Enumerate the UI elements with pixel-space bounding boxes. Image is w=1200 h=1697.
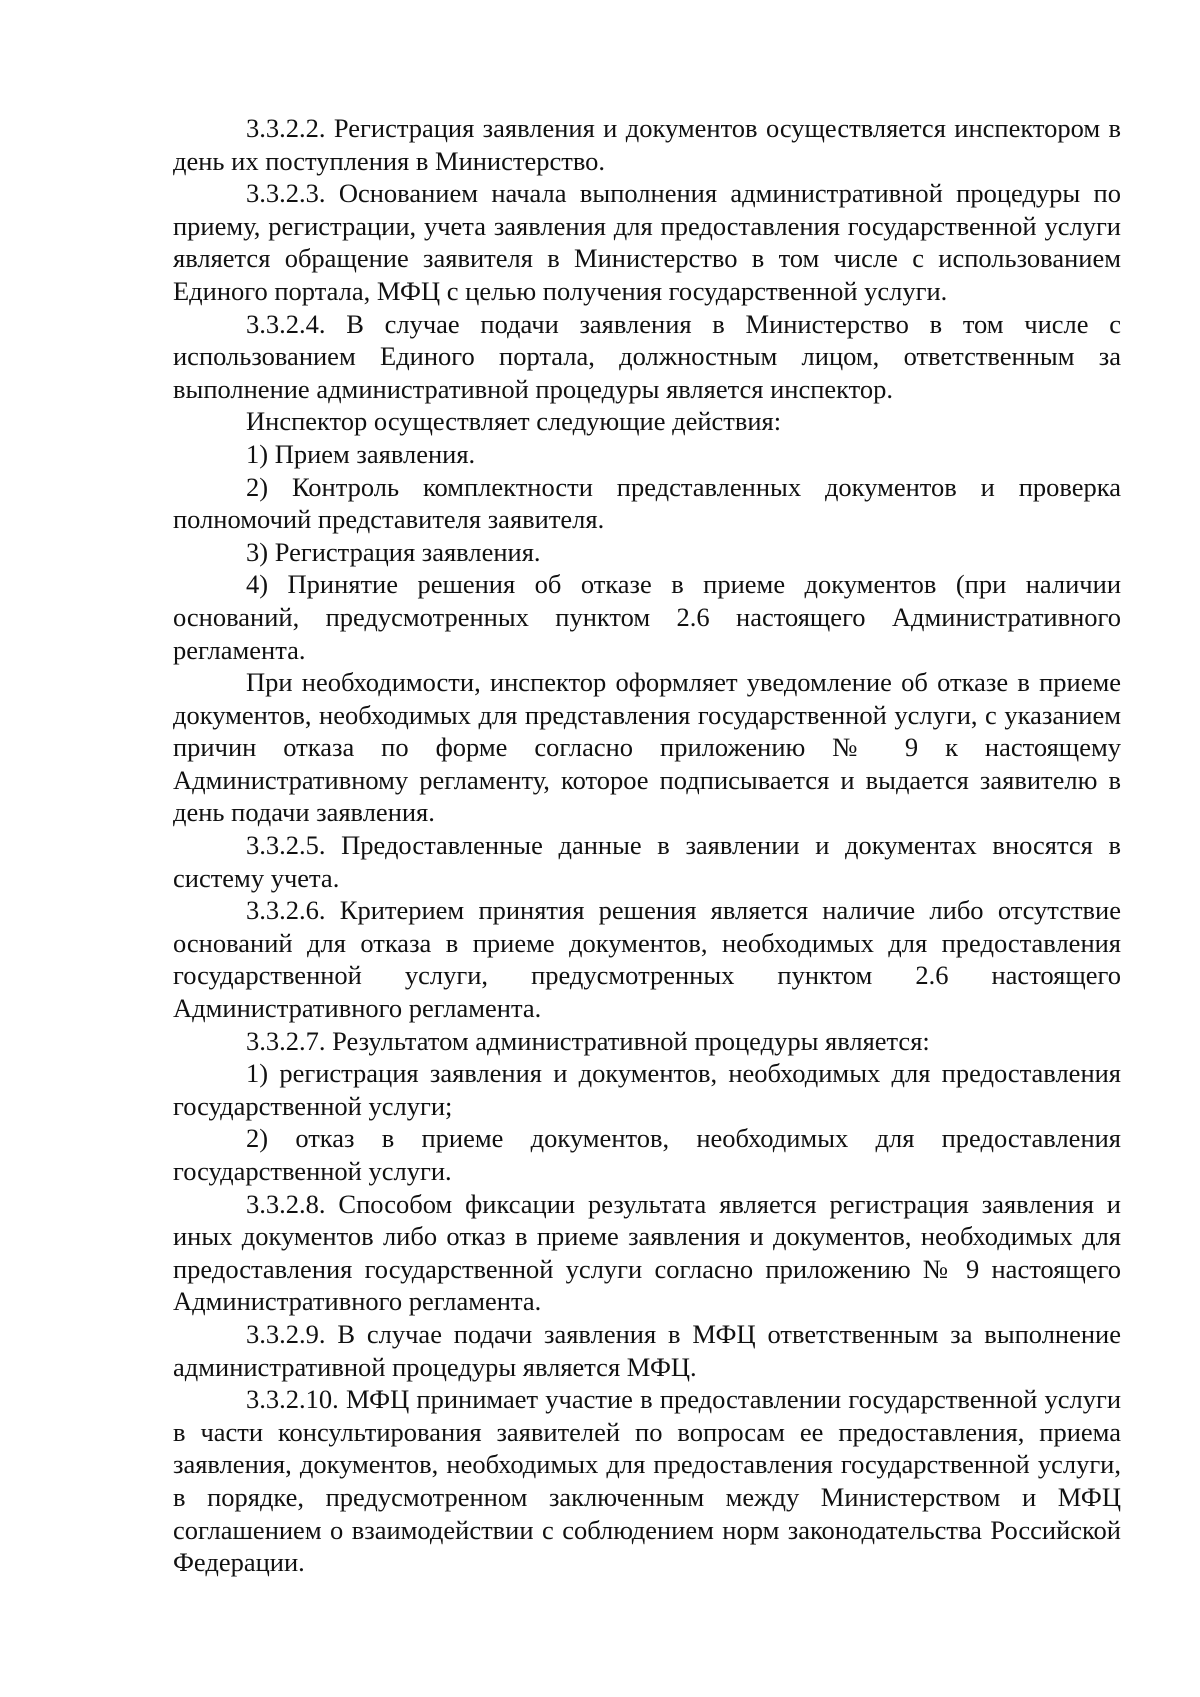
paragraph-3-3-2-7: 3.3.2.7. Результатом административной процедуры является: (246, 1025, 930, 1056)
result-item-1: 1) регистрация заявления и документов, необходимых для предоставления государственной услуги; (173, 1058, 1121, 1121)
paragraph-3-3-2-8: 3.3.2.8. Способом фиксации результата является регистрация заявления и иных документов либо отказ в приеме заявления и документов, необходимых для предоставления государственной услуги согласно приложению № 9 настоящего Административного регламента. (173, 1188, 1121, 1317)
paragraph-inspector-actions: Инспектор осуществляет следующие действия: (246, 406, 782, 437)
paragraph-refusal-notice: При необходимости, инспектор оформляет уведомление об отказе в приеме документов, необходимых для представления государственной услуги, с указанием причин отказа по форме согласно приложению № 9 к настоящему Административному регламенту, которое подписывается и выдается заявителю в день подачи заявления. (173, 667, 1121, 828)
paragraph-3-3-2-10: 3.3.2.10. МФЦ принимает участие в предоставлении государственной услуги в части консультирования заявителей по вопросам ее предоставления, приема заявления, документов, необходимых для предоставления государственной услуги, в порядке, предусмотренном заключенным между Министерством и МФЦ соглашением о взаимодействии с соблюдением норм законодательства Российской Федерации. (173, 1384, 1121, 1578)
paragraph-3-3-2-6: 3.3.2.6. Критерием принятия решения является наличие либо отсутствие оснований для отказа в приеме документов, необходимых для предоставления государственной услуги, предусмотренных пунктом 2.6 настоящего Административного регламента. (173, 895, 1121, 1024)
paragraph-3-3-2-3: 3.3.2.3. Основанием начала выполнения административной процедуры по приему, регистрации, учета заявления для предоставления государственной услуги является обращение заявителя в Министерство в том числе с использованием Единого портала, МФЦ с целью получения государственной услуги. (173, 178, 1121, 306)
list-item-3: 3) Регистрация заявления. (246, 536, 541, 567)
result-item-2: 2) отказ в приеме документов, необходимых для предоставления государственной услуги. (173, 1123, 1121, 1186)
list-item-1: 1) Прием заявления. (246, 438, 476, 469)
paragraph-3-3-2-5: 3.3.2.5. Предоставленные данные в заявлении и документах вносятся в систему учета. (173, 830, 1121, 893)
list-item-2: 2) Контроль комплектности представленных документов и проверка полномочий представителя заявителя. (173, 471, 1121, 535)
paragraph-3-3-2-9: 3.3.2.9. В случае подачи заявления в МФЦ ответственным за выполнение административной процедуры является МФЦ. (173, 1318, 1121, 1382)
paragraph-3-3-2-2: 3.3.2.2. Регистрация заявления и документов осуществляется инспектором в день их поступления в Министерство. (173, 113, 1121, 176)
paragraph-3-3-2-4: 3.3.2.4. В случае подачи заявления в Министерство в том числе с использованием Единого портала, должностным лицом, ответственным за выполнение административной процедуры является инспектор. (173, 308, 1121, 404)
list-item-4: 4) Принятие решения об отказе в приеме документов (при наличии оснований, предусмотренных пунктом 2.6 настоящего Административного регламента. (173, 569, 1121, 665)
document-page (173, 112, 1121, 1579)
